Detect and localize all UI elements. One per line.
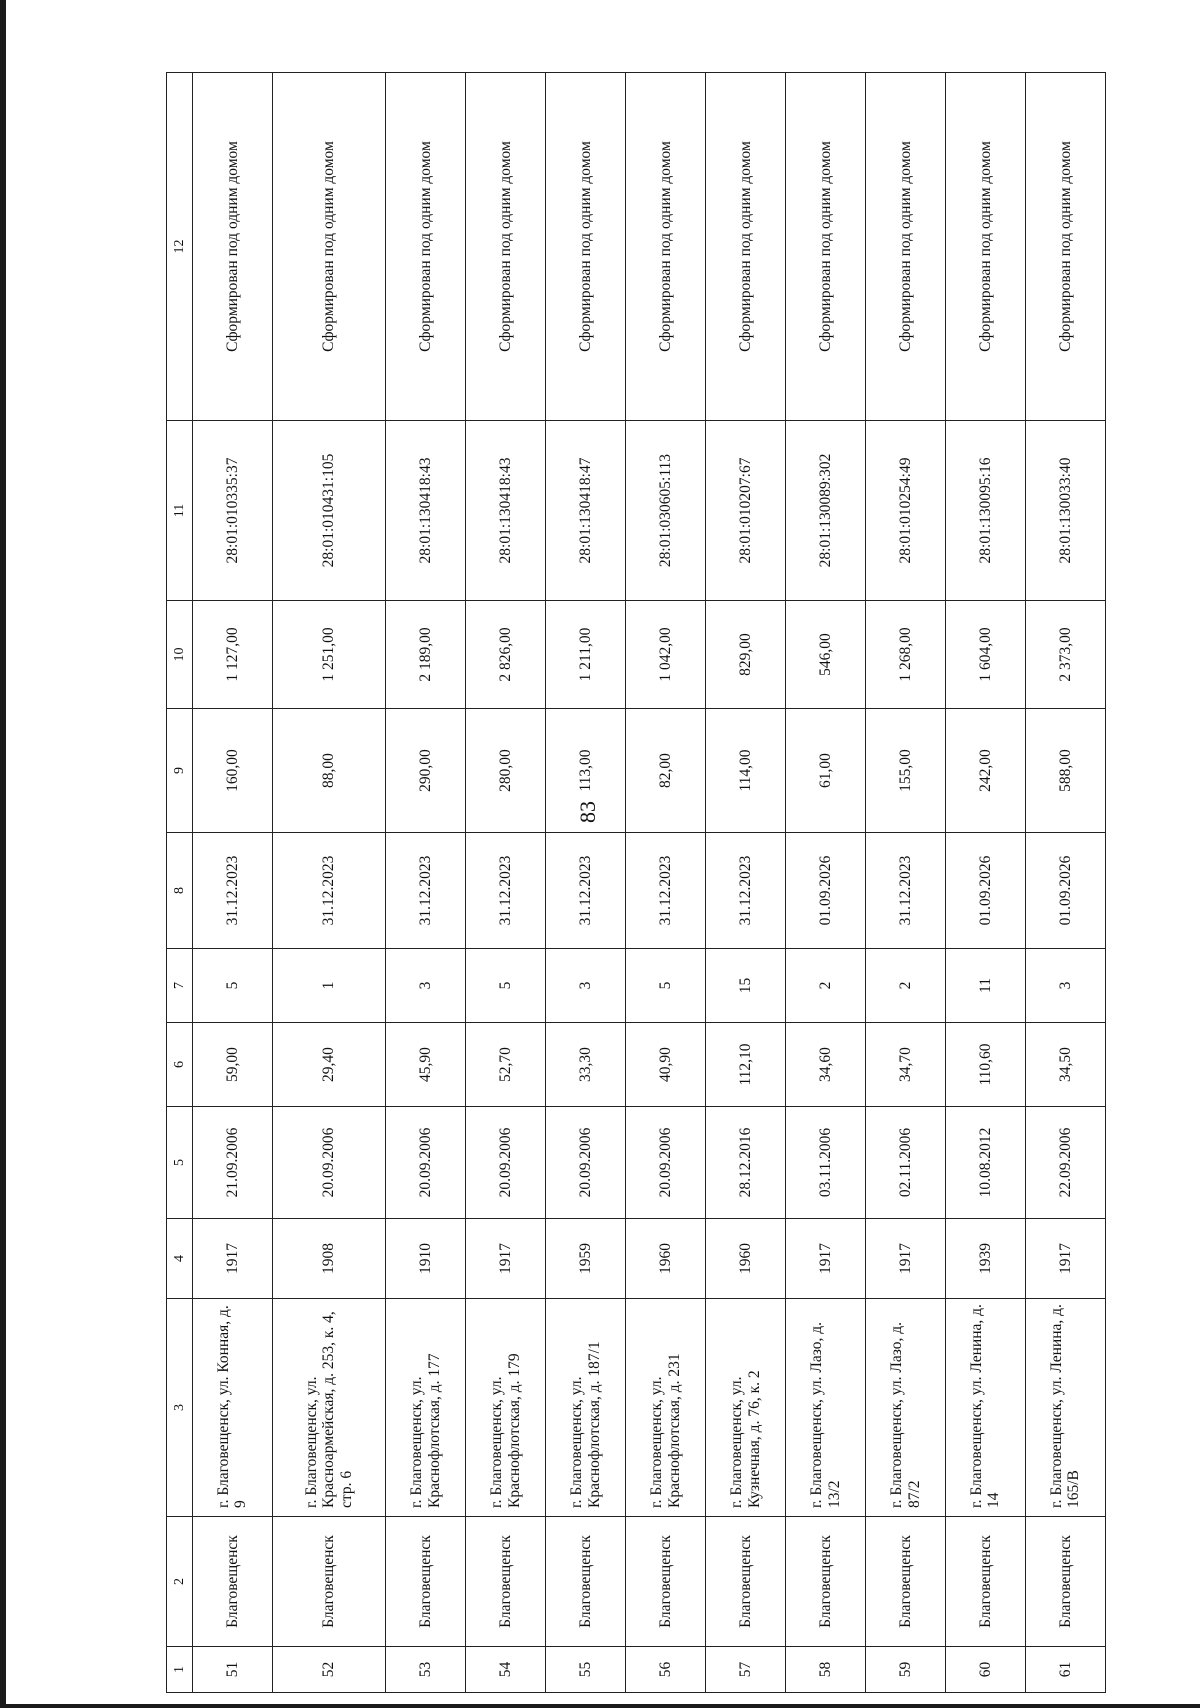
table-row (466, 73, 546, 1693)
date-cell: 10.08.2012 (946, 1107, 1026, 1219)
value-cell: 588,00 (1025, 709, 1105, 833)
address-cell: г. Благовещенск, ул. Краснофлотская, д. 177 (386, 1299, 466, 1517)
table-row (946, 73, 1026, 1693)
year-built-cell: 1917 (1025, 1219, 1105, 1299)
page-number: 83 (575, 801, 600, 823)
cadastral-number-cell: 28:01:010431:105 (272, 421, 385, 601)
count-cell: 1 (272, 949, 385, 1023)
status-cell: Сформирован под одним домом (1025, 73, 1105, 421)
address-cell: г. Благовещенск, ул. Краснофлотская, д. 187/1 (546, 1299, 626, 1517)
city-cell: Благовещенск (193, 1517, 273, 1647)
status-cell: Сформирован под одним домом (866, 73, 946, 421)
count-cell: 2 (866, 949, 946, 1023)
address-cell: г. Благовещенск, ул. Ленина, д. 165/В (1025, 1299, 1105, 1517)
year-built-cell: 1939 (946, 1219, 1026, 1299)
date-cell: 02.11.2006 (866, 1107, 946, 1219)
cadastral-number-cell: 28:01:010335:37 (193, 421, 273, 601)
land-area-cell: 1 042,00 (626, 601, 706, 709)
deadline-date-cell: 01.09.2026 (1025, 833, 1105, 949)
area-cell: 59,00 (193, 1023, 273, 1107)
year-built-cell: 1917 (866, 1219, 946, 1299)
table-row (193, 73, 273, 1693)
column-number-5: 5 (167, 1107, 193, 1219)
city-cell: Благовещенск (626, 1517, 706, 1647)
land-area-cell: 2 189,00 (386, 601, 466, 709)
register-table-container (166, 73, 1106, 1693)
date-cell: 28.12.2016 (706, 1107, 786, 1219)
value-cell: 88,00 (272, 709, 385, 833)
deadline-date-cell: 31.12.2023 (866, 833, 946, 949)
column-number-1: 1 (167, 1647, 193, 1693)
address-cell: г. Благовещенск, ул. Ленина, д. 14 (946, 1299, 1026, 1517)
area-cell: 40,90 (626, 1023, 706, 1107)
count-cell: 3 (1025, 949, 1105, 1023)
value-cell: 155,00 (866, 709, 946, 833)
table-row (626, 73, 706, 1693)
value-cell: 114,00 (706, 709, 786, 833)
column-number-9: 9 (167, 709, 193, 833)
area-cell: 34,50 (1025, 1023, 1105, 1107)
cadastral-number-cell: 28:01:130418:43 (466, 421, 546, 601)
value-cell: 242,00 (946, 709, 1026, 833)
register-table-body (167, 73, 1106, 1693)
year-built-cell: 1959 (546, 1219, 626, 1299)
deadline-date-cell: 31.12.2023 (193, 833, 273, 949)
column-number-11: 11 (167, 421, 193, 601)
land-area-cell: 2 826,00 (466, 601, 546, 709)
land-area-cell: 1 604,00 (946, 601, 1026, 709)
cadastral-number-cell: 28:01:030605:113 (626, 421, 706, 601)
area-cell: 112,10 (706, 1023, 786, 1107)
status-cell: Сформирован под одним домом (272, 73, 385, 421)
row-number-cell: 61 (1025, 1647, 1105, 1693)
status-cell: Сформирован под одним домом (466, 73, 546, 421)
city-cell: Благовещенск (946, 1517, 1026, 1647)
area-cell: 34,70 (866, 1023, 946, 1107)
address-cell: г. Благовещенск, ул. Красноармейская, д. 253, к. 4, стр. 6 (272, 1299, 385, 1517)
date-cell: 20.09.2006 (272, 1107, 385, 1219)
address-cell: г. Благовещенск, ул. Кузнечная, д. 76, к. 2 (706, 1299, 786, 1517)
address-cell: г. Благовещенск, ул. Краснофлотская, д. 231 (626, 1299, 706, 1517)
column-number-6: 6 (167, 1023, 193, 1107)
cadastral-number-cell: 28:01:010207:67 (706, 421, 786, 601)
value-cell: 290,00 (386, 709, 466, 833)
cadastral-number-cell: 28:01:010254:49 (866, 421, 946, 601)
table-row (706, 73, 786, 1693)
deadline-date-cell: 31.12.2023 (466, 833, 546, 949)
deadline-date-cell: 31.12.2023 (626, 833, 706, 949)
cadastral-number-cell: 28:01:130418:43 (386, 421, 466, 601)
row-number-cell: 54 (466, 1647, 546, 1693)
city-cell: Благовещенск (386, 1517, 466, 1647)
status-cell: Сформирован под одним домом (386, 73, 466, 421)
row-number-cell: 55 (546, 1647, 626, 1693)
table-row (866, 73, 946, 1693)
year-built-cell: 1960 (706, 1219, 786, 1299)
table-row (272, 73, 385, 1693)
register-table (166, 72, 1106, 1693)
date-cell: 21.09.2006 (193, 1107, 273, 1219)
status-cell: Сформирован под одним домом (546, 73, 626, 421)
table-row (546, 73, 626, 1693)
deadline-date-cell: 31.12.2023 (546, 833, 626, 949)
count-cell: 11 (946, 949, 1026, 1023)
status-cell: Сформирован под одним домом (786, 73, 866, 421)
deadline-date-cell: 31.12.2023 (272, 833, 385, 949)
row-number-cell: 60 (946, 1647, 1026, 1693)
count-cell: 2 (786, 949, 866, 1023)
deadline-date-cell: 01.09.2026 (786, 833, 866, 949)
row-number-cell: 56 (626, 1647, 706, 1693)
date-cell: 03.11.2006 (786, 1107, 866, 1219)
count-cell: 3 (546, 949, 626, 1023)
city-cell: Благовещенск (466, 1517, 546, 1647)
count-cell: 5 (193, 949, 273, 1023)
address-cell: г. Благовещенск, ул. Краснофлотская, д. 179 (466, 1299, 546, 1517)
count-cell: 15 (706, 949, 786, 1023)
column-number-8: 8 (167, 833, 193, 949)
column-number-row (167, 73, 193, 1693)
area-cell: 110,60 (946, 1023, 1026, 1107)
land-area-cell: 829,00 (706, 601, 786, 709)
cadastral-number-cell: 28:01:130033:40 (1025, 421, 1105, 601)
table-row (786, 73, 866, 1693)
status-cell: Сформирован под одним домом (946, 73, 1026, 421)
year-built-cell: 1960 (626, 1219, 706, 1299)
value-cell: 61,00 (786, 709, 866, 833)
land-area-cell: 1 211,00 (546, 601, 626, 709)
count-cell: 3 (386, 949, 466, 1023)
scan-left-edge (0, 0, 6, 1708)
year-built-cell: 1910 (386, 1219, 466, 1299)
deadline-date-cell: 31.12.2023 (706, 833, 786, 949)
city-cell: Благовещенск (866, 1517, 946, 1647)
count-cell: 5 (626, 949, 706, 1023)
row-number-cell: 51 (193, 1647, 273, 1693)
area-cell: 52,70 (466, 1023, 546, 1107)
year-built-cell: 1917 (786, 1219, 866, 1299)
status-cell: Сформирован под одним домом (706, 73, 786, 421)
date-cell: 20.09.2006 (386, 1107, 466, 1219)
area-cell: 29,40 (272, 1023, 385, 1107)
date-cell: 20.09.2006 (466, 1107, 546, 1219)
city-cell: Благовещенск (272, 1517, 385, 1647)
date-cell: 22.09.2006 (1025, 1107, 1105, 1219)
row-number-cell: 58 (786, 1647, 866, 1693)
row-number-cell: 53 (386, 1647, 466, 1693)
address-cell: г. Благовещенск, ул. Конная, д. 9 (193, 1299, 273, 1517)
deadline-date-cell: 31.12.2023 (386, 833, 466, 949)
value-cell: 113,00 (546, 709, 626, 833)
value-cell: 160,00 (193, 709, 273, 833)
area-cell: 34,60 (786, 1023, 866, 1107)
address-cell: г. Благовещенск, ул. Лазо, д. 13/2 (786, 1299, 866, 1517)
value-cell: 82,00 (626, 709, 706, 833)
area-cell: 33,30 (546, 1023, 626, 1107)
row-number-cell: 52 (272, 1647, 385, 1693)
city-cell: Благовещенск (1025, 1517, 1105, 1647)
land-area-cell: 2 373,00 (1025, 601, 1105, 709)
year-built-cell: 1908 (272, 1219, 385, 1299)
scan-bottom-edge (0, 1704, 1200, 1708)
column-number-10: 10 (167, 601, 193, 709)
city-cell: Благовещенск (546, 1517, 626, 1647)
cadastral-number-cell: 28:01:130089:302 (786, 421, 866, 601)
row-number-cell: 57 (706, 1647, 786, 1693)
date-cell: 20.09.2006 (626, 1107, 706, 1219)
land-area-cell: 1 251,00 (272, 601, 385, 709)
column-number-7: 7 (167, 949, 193, 1023)
area-cell: 45,90 (386, 1023, 466, 1107)
column-number-2: 2 (167, 1517, 193, 1647)
land-area-cell: 1 127,00 (193, 601, 273, 709)
column-number-3: 3 (167, 1299, 193, 1517)
count-cell: 5 (466, 949, 546, 1023)
row-number-cell: 59 (866, 1647, 946, 1693)
column-number-12: 12 (167, 73, 193, 421)
land-area-cell: 1 268,00 (866, 601, 946, 709)
city-cell: Благовещенск (706, 1517, 786, 1647)
cadastral-number-cell: 28:01:130418:47 (546, 421, 626, 601)
deadline-date-cell: 01.09.2026 (946, 833, 1026, 949)
year-built-cell: 1917 (193, 1219, 273, 1299)
city-cell: Благовещенск (786, 1517, 866, 1647)
date-cell: 20.09.2006 (546, 1107, 626, 1219)
status-cell: Сформирован под одним домом (193, 73, 273, 421)
year-built-cell: 1917 (466, 1219, 546, 1299)
status-cell: Сформирован под одним домом (626, 73, 706, 421)
value-cell: 280,00 (466, 709, 546, 833)
address-cell: г. Благовещенск, ул. Лазо, д. 87/2 (866, 1299, 946, 1517)
table-row (1025, 73, 1105, 1693)
cadastral-number-cell: 28:01:130095:16 (946, 421, 1026, 601)
column-number-4: 4 (167, 1219, 193, 1299)
land-area-cell: 546,00 (786, 601, 866, 709)
table-row (386, 73, 466, 1693)
